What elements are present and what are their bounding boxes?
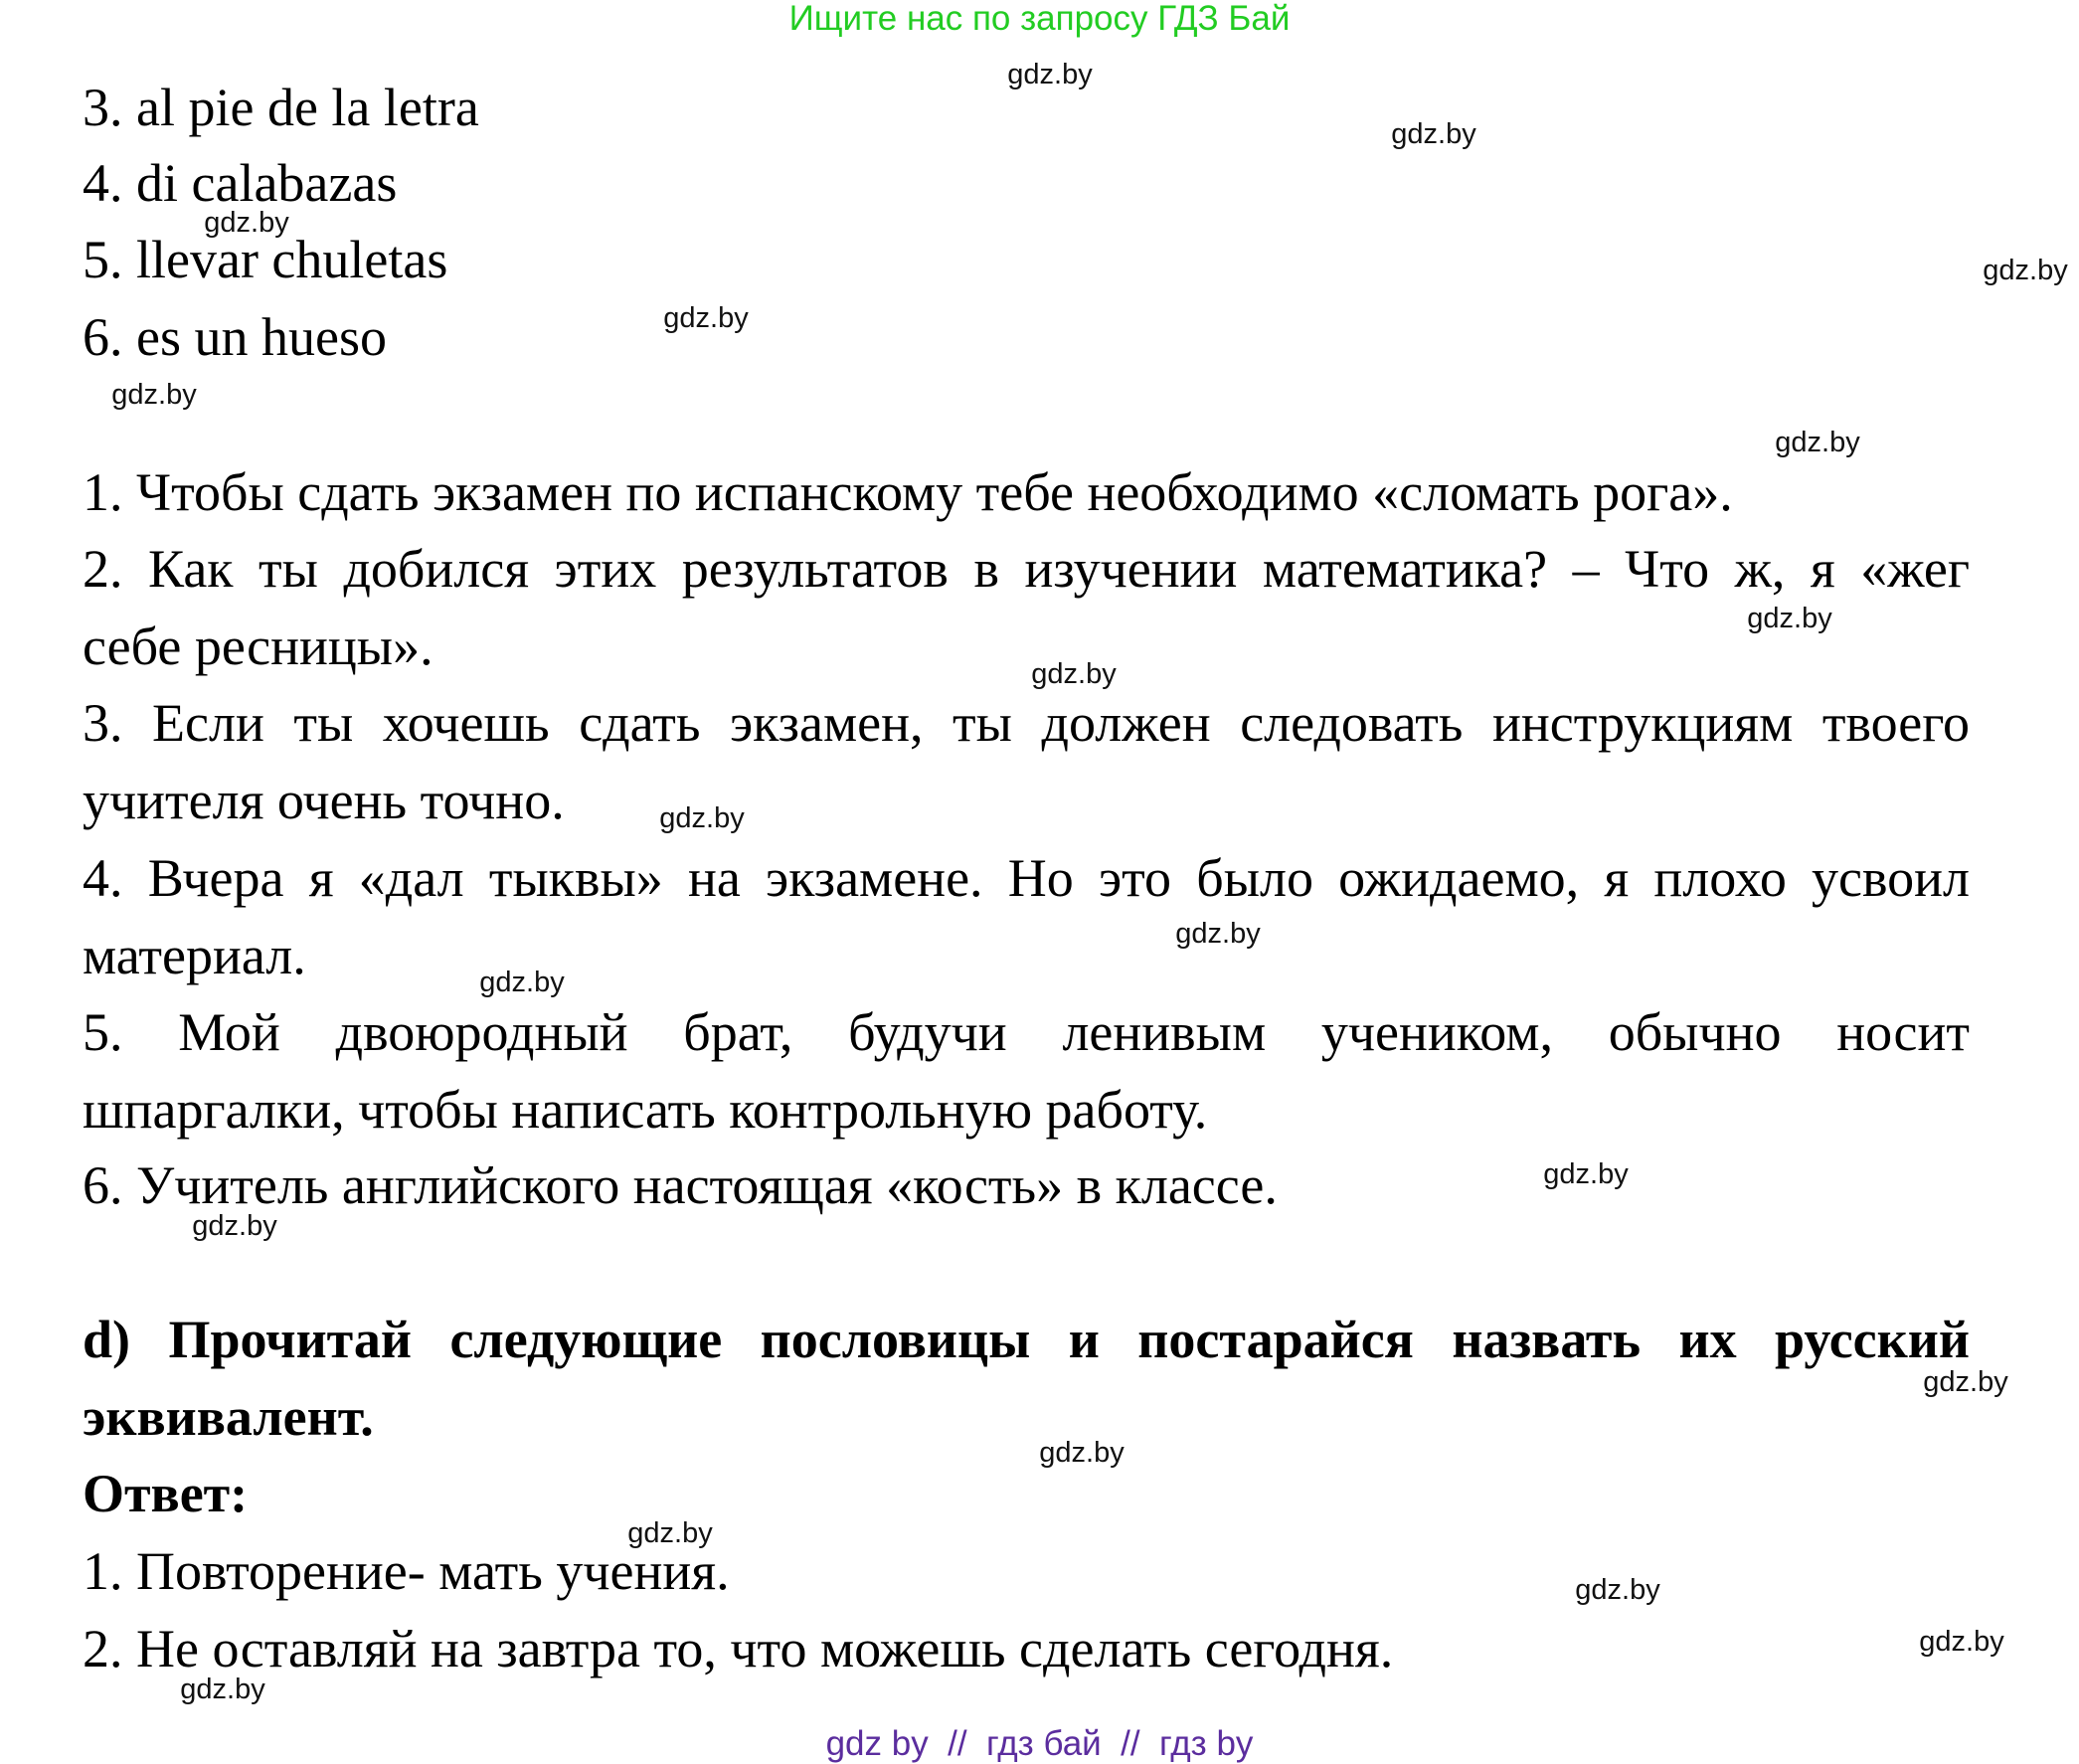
translation-line: 5. Мой двоюродный брат, будучи ленивым учеником, обычно носит (83, 1002, 1970, 1062)
watermark: gdz.by (1575, 1574, 1660, 1606)
watermark: gdz.by (111, 379, 197, 411)
watermark: gdz.by (1543, 1158, 1629, 1190)
translation-line: материал. (83, 926, 306, 985)
translation-line: 6. Учитель английского настоящая «кость» в классе. (83, 1155, 1278, 1215)
translation-line: 3. Если ты хочешь сдать экзамен, ты должен следовать инструкциям твоего (83, 693, 1970, 753)
answer-label: Ответ: (83, 1464, 249, 1523)
spanish-item: 3. al pie de la letra (83, 78, 479, 137)
spanish-item: 6. es un hueso (83, 307, 387, 367)
watermark: gdz.by (1175, 918, 1261, 950)
task-d-heading-cont: эквивалент. (83, 1387, 374, 1447)
search-hint-banner: Ищите нас по запросу ГДЗ Бай (788, 0, 1291, 38)
watermark: gdz.by (1919, 1626, 2004, 1658)
watermark: gdz.by (1391, 118, 1476, 150)
watermark: gdz.by (204, 207, 289, 239)
watermark: gdz.by (479, 967, 565, 998)
watermark: gdz.by (659, 802, 745, 834)
watermark: gdz.by (1747, 603, 1832, 634)
task-d-heading: d) Прочитай следующие пословицы и постарайся назвать их русский (83, 1310, 1970, 1369)
watermark: gdz.by (192, 1210, 277, 1242)
answer-item: 2. Не оставляй на завтра то, что можешь сделать сегодня. (83, 1619, 1394, 1678)
translation-line: 2. Как ты добился этих результатов в изучении математика? – Что ж, я «жег (83, 539, 1970, 599)
watermark: gdz.by (1775, 427, 1860, 458)
watermark: gdz.by (1007, 59, 1093, 90)
translation-line: шпаргалки, чтобы написать контрольную работу. (83, 1080, 1208, 1140)
footer-links[interactable]: gdz by // гдз бай // гдз by (825, 1724, 1254, 1763)
watermark: gdz.by (663, 302, 749, 334)
spanish-item: 5. llevar chuletas (83, 230, 448, 289)
translation-line: 4. Вчера я «дал тыквы» на экзамене. Но это было ожидаемо, я плохо усвоил (83, 848, 1970, 908)
translation-line: себе ресницы». (83, 617, 433, 676)
watermark: gdz.by (1923, 1366, 2008, 1398)
translation-line: 1. Чтобы сдать экзамен по испанскому тебе необходимо «сломать рога». (83, 462, 1733, 522)
watermark: gdz.by (1031, 658, 1117, 690)
watermark: gdz.by (180, 1674, 265, 1705)
watermark: gdz.by (1039, 1437, 1125, 1469)
spanish-item: 4. di calabazas (83, 153, 398, 213)
watermark: gdz.by (627, 1517, 713, 1549)
answer-item: 1. Повторение- мать учения. (83, 1541, 730, 1601)
watermark: gdz.by (1983, 255, 2068, 286)
translation-line: учителя очень точно. (83, 771, 565, 830)
